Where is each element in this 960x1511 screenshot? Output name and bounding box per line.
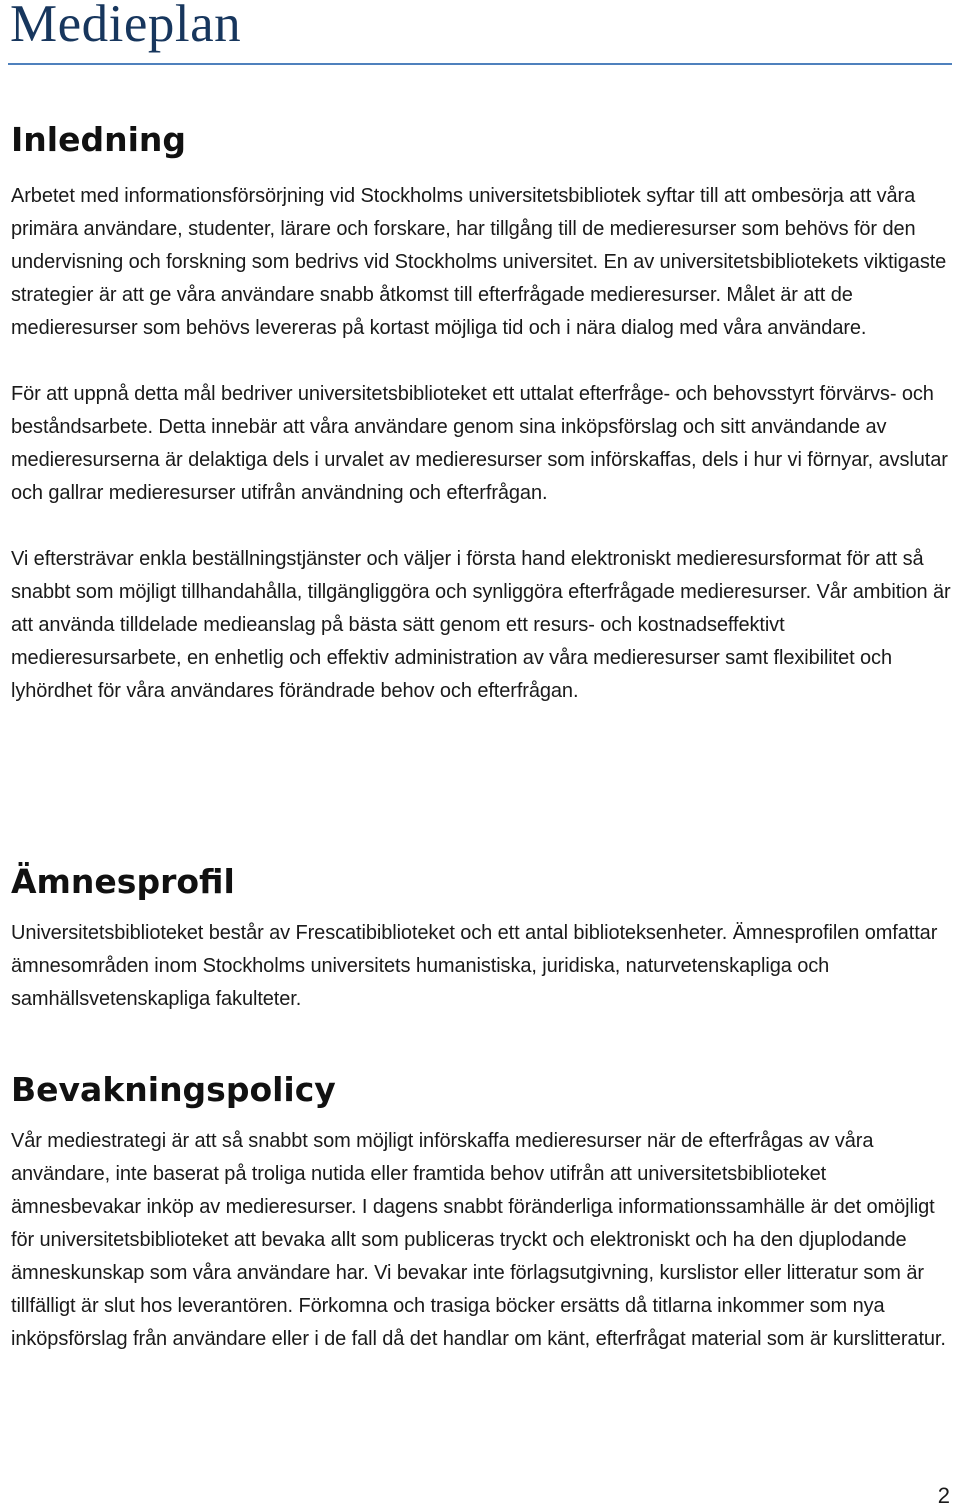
section-bevakningspolicy xyxy=(11,1068,951,1356)
section-inledning xyxy=(11,118,951,708)
section-amnesprofil xyxy=(11,860,951,1016)
paragraph-amnesprofil-1: Universitetsbiblioteket består av Frescatibiblioteket och ett antal biblioteksenheter. Ämnesprofilen omfattar ämnesområden inom Stockholms universitets humanistiska, juridiska, naturvetenskapliga och samhällsvetenskapliga fakulteter. xyxy=(11,922,938,1010)
section-heading-inledning: Inledning xyxy=(11,120,187,159)
section-heading-bevakningspolicy: Bevakningspolicy xyxy=(11,1070,336,1109)
page-number: 2 xyxy=(937,1483,950,1508)
title-underline xyxy=(8,63,952,65)
paragraph-inledning-1: Arbetet med informationsförsörjning vid Stockholms universitetsbibliotek syftar till att ombesörja att våra primära användare, studenter, lärare och forskare, har tillgång till de medieresurser som behövs för den undervisning och forskning som bedrivs vid Stockholms universitet. En av universitetsbibliotekets viktigaste strategier är att ge våra användare snabb åtkomst till efterfrågade medieresurser. Målet är att de medieresurser som behövs levereras på kortast möjliga tid och i nära dialog med våra användare. xyxy=(11,185,947,339)
paragraph-inledning-2: För att uppnå detta mål bedriver universitetsbiblioteket ett uttalat efterfråge- och behovsstyrt förvärvs- och beståndsarbete. Detta innebär att våra användare genom sina inköpsförslag och sitt användande av medieresurserna är delaktiga dels i urvalet av medieresurser som införskaffas, dels i hur vi förnyar, avslutar och gallrar medieresurser utifrån användning och efterfrågan. xyxy=(11,383,948,504)
section-heading-amnesprofil: Ämnesprofil xyxy=(11,862,235,901)
document-title: Medieplan xyxy=(10,0,242,53)
paragraph-inledning-3: Vi eftersträvar enkla beställningstjänster och väljer i första hand elektroniskt medieresursformat för att så snabbt som möjligt tillhandahålla, tillgängliggöra och synliggöra efterfrågade medieresurser. Vår ambition är att använda tilldelade medieanslag på bästa sätt genom ett resurs- och kostnadseffektivt medieresursarbete, en enhetlig och effektiv administration av våra medieresurser samt flexibilitet och lyhördhet för våra användares förändrade behov och efterfrågan. xyxy=(11,548,951,702)
paragraph-bevakningspolicy-1: Vår mediestrategi är att så snabbt som möjligt införskaffa medieresurser när de efterfrågas av våra användare, inte baserat på troliga nutida eller framtida behov utifrån att universitetsbiblioteket ämnesbevakar inköp av medieresurser. I dagens snabbt föränderliga informationssamhälle är det omöjligt för universitetsbiblioteket att bevaka allt som publiceras tryckt och elektroniskt och ha den djuplodande ämneskunskap som våra användare har. Vi bevakar inte förlagsutgivning, kurslistor eller litteratur som är tillfälligt är slut hos leverantören. Förkomna och trasiga böcker ersätts då titlarna inkommer som nya inköpsförslag från användare eller i de fall då det handlar om känt, efterfrågat material som är kurslitteratur. xyxy=(11,1130,946,1350)
